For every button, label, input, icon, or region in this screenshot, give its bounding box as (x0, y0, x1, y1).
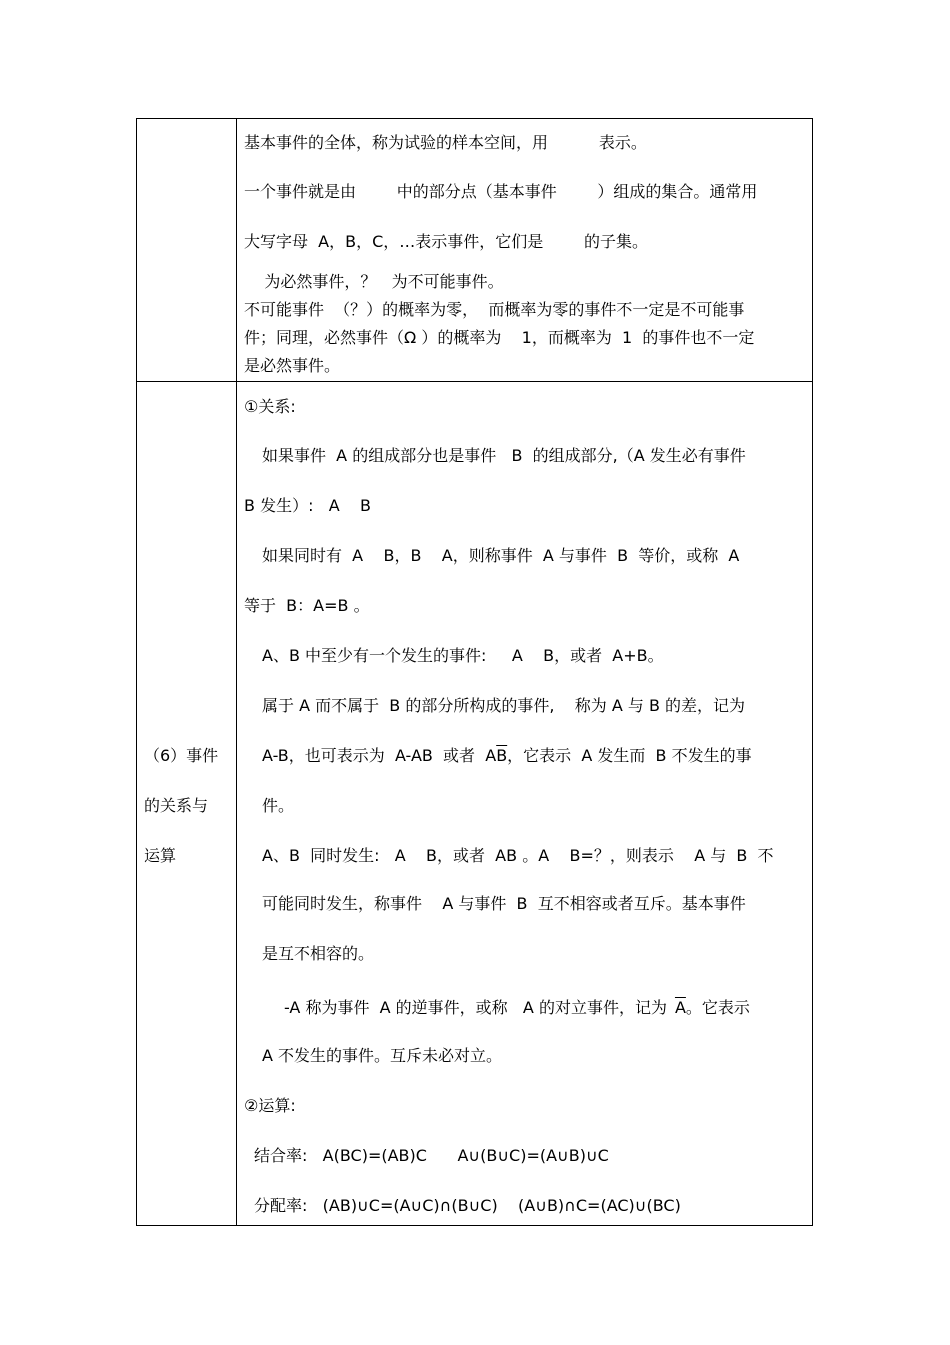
sample-space-line-6: 件；同理，必然事件（Ω ）的概率为 1，而概率为 1 的事件也不一定 (244, 328, 755, 347)
sample-space-line-3: 大写字母 A，B，C，…表示事件，它们是 的子集。 (244, 232, 648, 251)
a-complement: $\overline{A}$ (674, 998, 686, 1017)
operations-heading: ②运算: (244, 1096, 296, 1115)
sample-space-line-7: 是必然事件。 (244, 356, 341, 375)
relations-heading: ①关系: (244, 397, 296, 416)
sample-space-line-1: 基本事件的全体，称为试验的样本空间，用 表示。 (244, 133, 647, 152)
section-label-line-3: 运算 (144, 846, 177, 865)
relation-line-9: A、B 同时发生: A B，或者 AB 。A B=？，则表示 A 与 B 不 (262, 846, 774, 865)
relation-line-12-start: -A 称为事件 A 的逆事件，或称 A 的对立事件，记为 (284, 998, 667, 1017)
distributive-law: 分配率: (AB)∪C=(A∪C)∩(B∪C) (A∪B)∩C=(AC)∪(BC) (254, 1196, 681, 1215)
b-complement: $\overline{B}$ (496, 746, 508, 765)
relation-line-1: 如果事件 A 的组成部分也是事件 B 的组成部分,（A 发生必有事件 (262, 446, 746, 465)
column-divider (236, 118, 237, 1226)
relation-line-11: 是互不相容的。 (262, 944, 375, 963)
relation-line-7 (262, 746, 752, 766)
associative-law: 结合率: A(BC)=(AB)C A∪(B∪C)=(A∪B)∪C (254, 1146, 609, 1165)
row-divider (136, 381, 813, 382)
relation-line-5: A、B 中至少有一个发生的事件: A B，或者 A+B。 (262, 646, 664, 665)
sample-space-line-5: 不可能事件 （？）的概率为零， 而概率为零的事件不一定是不可能事 (244, 300, 745, 319)
relation-line-7-end: ，它表示 A 发生而 B 不发生的事 (507, 746, 752, 765)
relation-line-3: 如果同时有 A B，B A，则称事件 A 与事件 B 等价，或称 A (262, 546, 740, 565)
relation-line-7-start: A-B，也可表示为 A-AB 或者 A (262, 746, 497, 765)
section-label-line-1: （6）事件 (144, 746, 219, 765)
relation-line-12-end: 。它表示 (685, 998, 750, 1017)
sample-space-line-2: 一个事件就是由 中的部分点（基本事件 ）组成的集合。通常用 (244, 182, 758, 201)
relation-line-12 (284, 998, 750, 1018)
relation-line-10: 可能同时发生，称事件 A 与事件 B 互不相容或者互斥。基本事件 (262, 894, 746, 913)
relation-line-13: A 不发生的事件。互斥未必对立。 (262, 1046, 503, 1065)
relation-line-2: B 发生）: A B (244, 496, 371, 515)
sample-space-line-4: 为必然事件，？ 为不可能事件。 (244, 272, 504, 291)
section-label-line-2: 的关系与 (144, 796, 209, 815)
relation-line-8: 件。 (262, 796, 295, 815)
relation-line-4: 等于 B：A=B 。 (244, 596, 370, 615)
relation-line-6: 属于 A 而不属于 B 的部分所构成的事件, 称为 A 与 B 的差，记为 (262, 696, 746, 715)
